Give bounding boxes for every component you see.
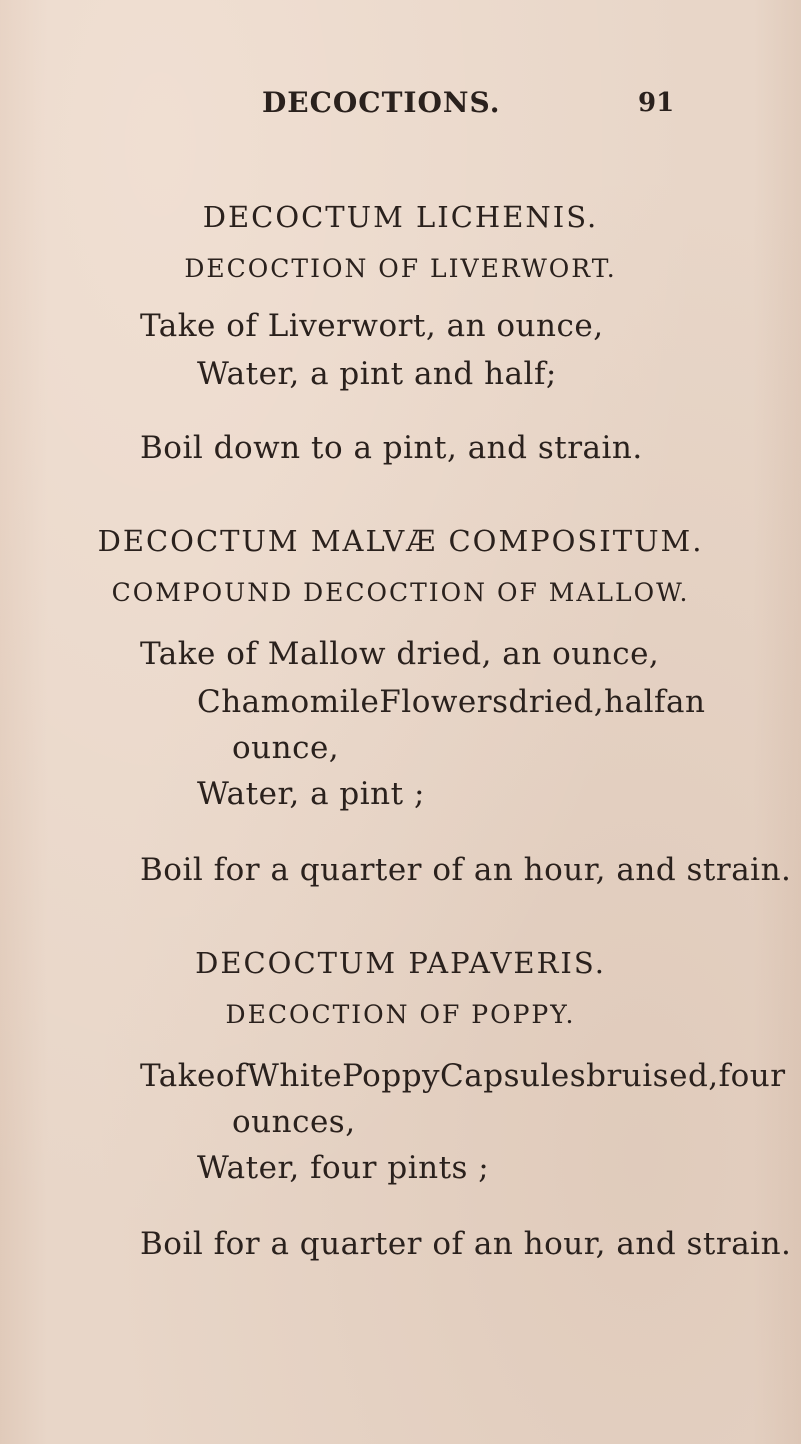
word: of [215, 1058, 248, 1094]
recipe-line-justified [140, 1058, 786, 1094]
word: half [604, 684, 666, 720]
word: Flowers [379, 684, 509, 720]
recipe-line: Take of Liverwort, an ounce, [140, 308, 604, 344]
instruction-line: Boil for a quarter of an hour, and strain. [140, 852, 792, 888]
running-head [0, 86, 801, 126]
section-latin-title: DECOCTUM LICHENIS. [202, 200, 599, 234]
section-english-title: DECOCTION OF POPPY. [225, 1000, 576, 1029]
recipe-line-justified [197, 684, 706, 720]
recipe-line: ounce, [232, 730, 340, 766]
word: Take [140, 1058, 216, 1094]
recipe-line: Take of Mallow dried, an ounce, [140, 636, 660, 672]
recipe-line: Water, a pint ; [197, 776, 425, 812]
instruction-line: Boil for a quarter of an hour, and strain. [140, 1226, 792, 1262]
recipe-line: Water, a pint and half; [197, 356, 557, 392]
word: Chamomile [197, 684, 380, 720]
section-english-title: COMPOUND DECOCTION OF MALLOW. [111, 578, 690, 607]
word: bruised, [586, 1058, 719, 1094]
section-latin-title: DECOCTUM PAPAVERIS. [195, 946, 606, 980]
instruction-line: Boil down to a pint, and strain. [140, 430, 643, 466]
word: Capsules [440, 1058, 587, 1094]
section-latin-title: DECOCTUM MALVÆ COMPOSITUM. [97, 524, 704, 558]
recipe-line: Water, four pints ; [197, 1150, 490, 1186]
word: dried, [508, 684, 605, 720]
running-title: DECOCTIONS. [262, 86, 501, 119]
word: Poppy [342, 1058, 441, 1094]
page-number: 91 [638, 88, 675, 118]
section-english-title: DECOCTION OF LIVERWORT. [184, 254, 617, 283]
word: four [718, 1058, 786, 1094]
recipe-line: ounces, [232, 1104, 356, 1140]
word: White [247, 1058, 343, 1094]
word: an [665, 684, 706, 720]
